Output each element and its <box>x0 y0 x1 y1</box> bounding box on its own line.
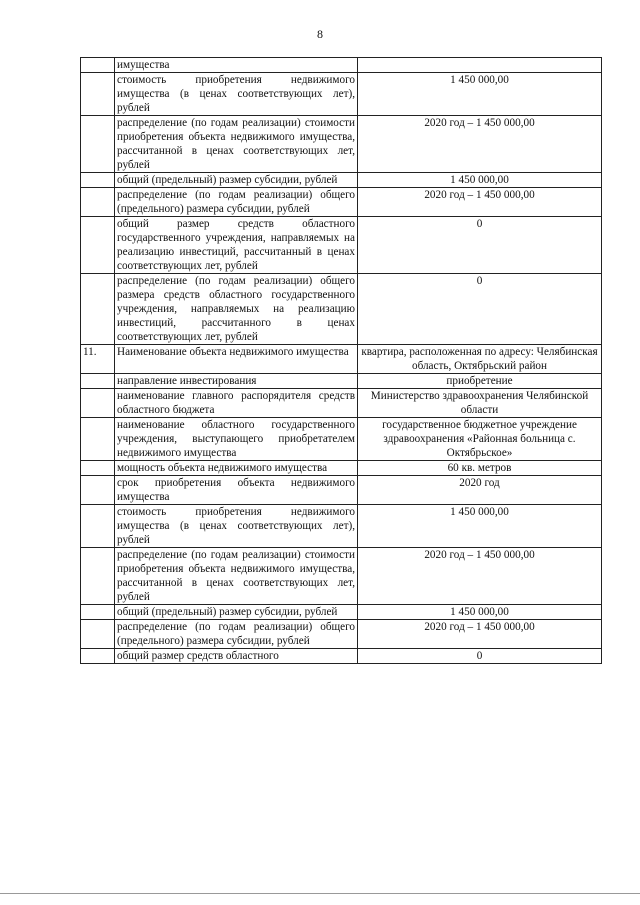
row-number-cell <box>81 548 115 605</box>
row-number-cell <box>81 217 115 274</box>
row-number-cell <box>81 620 115 649</box>
row-label-cell: распределение (по годам реализации) стоимости приобретения объекта недвижимого имущества, рассчитанной в ценах соответствующих лет, рублей <box>115 116 358 173</box>
row-label-cell: общий размер средств областного <box>115 649 358 664</box>
row-number-cell <box>81 605 115 620</box>
row-label-cell: наименование главного распорядителя средств областного бюджета <box>115 389 358 418</box>
row-value-cell: 60 кв. метров <box>358 461 602 476</box>
row-label-cell: распределение (по годам реализации) стоимости приобретения объекта недвижимого имущества, рассчитанной в ценах соответствующих лет, рублей <box>115 548 358 605</box>
row-label-cell: распределение (по годам реализации) общего размера средств областного государственного учреждения, направляемых на реализацию инвестиций, рассчитанного в ценах соответствующих лет, рублей <box>115 274 358 345</box>
table-row <box>81 73 602 116</box>
row-number-cell <box>81 73 115 116</box>
table-row <box>81 389 602 418</box>
table-row <box>81 605 602 620</box>
table-row <box>81 649 602 664</box>
row-number-cell <box>81 505 115 548</box>
row-label-cell: мощность объекта недвижимого имущества <box>115 461 358 476</box>
row-number-cell <box>81 274 115 345</box>
row-number-cell <box>81 418 115 461</box>
row-label-cell: распределение (по годам реализации) общего (предельного) размера субсидии, рублей <box>115 620 358 649</box>
row-label-cell: общий (предельный) размер субсидии, рублей <box>115 173 358 188</box>
table-row <box>81 418 602 461</box>
row-value-cell: 2020 год – 1 450 000,00 <box>358 620 602 649</box>
row-value-cell <box>358 58 602 73</box>
row-label-cell: стоимость приобретения недвижимого имущества (в ценах соответствующих лет), рублей <box>115 505 358 548</box>
row-value-cell: 1 450 000,00 <box>358 605 602 620</box>
row-value-cell: 0 <box>358 649 602 664</box>
table-row <box>81 620 602 649</box>
row-label-cell: стоимость приобретения недвижимого имущества (в ценах соответствующих лет), рублей <box>115 73 358 116</box>
row-label-cell: направление инвестирования <box>115 374 358 389</box>
table-body <box>81 58 602 664</box>
table-row <box>81 476 602 505</box>
row-number-cell <box>81 461 115 476</box>
row-value-cell: 0 <box>358 217 602 274</box>
table-row <box>81 461 602 476</box>
table-row <box>81 116 602 173</box>
row-label-cell: Наименование объекта недвижимого имущества <box>115 345 358 374</box>
table-row <box>81 505 602 548</box>
table-row <box>81 345 602 374</box>
row-value-cell: приобретение <box>358 374 602 389</box>
row-value-cell: 2020 год – 1 450 000,00 <box>358 548 602 605</box>
row-value-cell: 2020 год – 1 450 000,00 <box>358 116 602 173</box>
row-number-cell <box>81 173 115 188</box>
row-number-cell <box>81 374 115 389</box>
row-value-cell: 1 450 000,00 <box>358 173 602 188</box>
row-label-cell: общий размер средств областного государственного учреждения, направляемых на реализацию инвестиций, рассчитанный в ценах соответствующих лет, рублей <box>115 217 358 274</box>
table-row <box>81 58 602 73</box>
row-value-cell: 0 <box>358 274 602 345</box>
row-number-cell <box>81 188 115 217</box>
row-value-cell: 2020 год – 1 450 000,00 <box>358 188 602 217</box>
row-value-cell: 1 450 000,00 <box>358 73 602 116</box>
row-number-cell <box>81 116 115 173</box>
table-row <box>81 217 602 274</box>
row-value-cell: 1 450 000,00 <box>358 505 602 548</box>
row-number-cell <box>81 389 115 418</box>
row-value-cell: 2020 год <box>358 476 602 505</box>
investment-table <box>80 57 602 664</box>
page-number: 8 <box>317 27 323 41</box>
table-row <box>81 173 602 188</box>
row-label-cell: имущества <box>115 58 358 73</box>
row-number-cell <box>81 476 115 505</box>
row-number-cell: 11. <box>81 345 115 374</box>
table-row <box>81 548 602 605</box>
row-number-cell <box>81 649 115 664</box>
row-value-cell: квартира, расположенная по адресу: Челябинская область, Октябрьский район <box>358 345 602 374</box>
table-row <box>81 274 602 345</box>
row-value-cell: Министерство здравоохранения Челябинской области <box>358 389 602 418</box>
row-label-cell: срок приобретения объекта недвижимого имущества <box>115 476 358 505</box>
table-row <box>81 188 602 217</box>
page-bottom-line <box>0 893 640 894</box>
row-label-cell: распределение (по годам реализации) общего (предельного) размера субсидии, рублей <box>115 188 358 217</box>
row-label-cell: наименование областного государственного учреждения, выступающего приобретателем недвижимого имущества <box>115 418 358 461</box>
row-number-cell <box>81 58 115 73</box>
row-value-cell: государственное бюджетное учреждение здравоохранения «Районная больница с. Октябрьское» <box>358 418 602 461</box>
row-label-cell: общий (предельный) размер субсидии, рублей <box>115 605 358 620</box>
table-row <box>81 374 602 389</box>
